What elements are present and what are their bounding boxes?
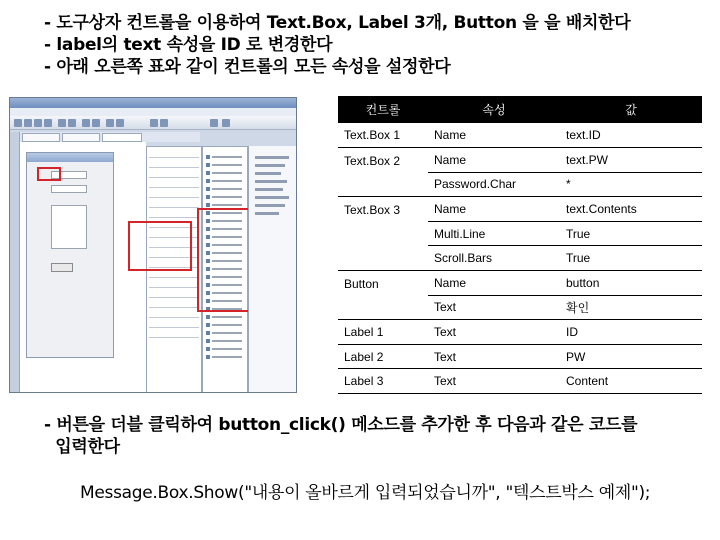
step-line-2: 입력한다 — [44, 437, 120, 457]
header-property: 속성 — [428, 96, 560, 123]
instruction-3: - 아래 오른쪽 표와 같이 컨트롤의 모든 속성을 설정한다 — [44, 57, 451, 77]
cell-control: Text.Box 2 — [338, 148, 428, 197]
instruction-2: - label의 text 속성을 ID 로 변경한다 — [44, 35, 333, 55]
cell-property: Text — [428, 320, 560, 345]
cell-control: Label 2 — [338, 344, 428, 369]
cell-value: True — [560, 221, 702, 246]
table-row — [338, 197, 702, 222]
cell-property: Password.Char — [428, 172, 560, 197]
table-row — [338, 148, 702, 173]
toolbox-strip — [10, 132, 20, 393]
ide-titlebar — [10, 98, 296, 108]
cell-value: text.ID — [560, 123, 702, 148]
form-preview — [26, 152, 114, 358]
cell-value: button — [560, 271, 702, 296]
cell-control: Text.Box 1 — [338, 123, 428, 148]
header-control: 컨트롤 — [338, 96, 428, 123]
table-row — [338, 369, 702, 394]
cell-value: text.PW — [560, 148, 702, 173]
code-snippet: Message.Box.Show("내용이 올바르게 입력되었습니까", "텍스트박스 예제"); — [80, 483, 651, 503]
cell-value: PW — [560, 344, 702, 369]
highlight-label — [37, 167, 61, 181]
form-titlebar — [27, 153, 113, 162]
cell-control: Label 3 — [338, 369, 428, 394]
solution-explorer — [248, 146, 297, 393]
cell-property: Text — [428, 344, 560, 369]
instruction-list — [44, 12, 704, 78]
cell-control: Text.Box 3 — [338, 197, 428, 271]
preview-textbox-2 — [51, 185, 87, 193]
step-instruction — [44, 414, 704, 458]
property-table — [338, 96, 702, 394]
cell-property: Scroll.Bars — [428, 246, 560, 271]
cell-property: Text — [428, 369, 560, 394]
step-line-1: - 버튼을 더블 클릭하여 button_click() 메소드를 추가한 후 다음과 같은 코드를 — [44, 415, 638, 435]
cell-value: True — [560, 246, 702, 271]
cell-property: Name — [428, 123, 560, 148]
document-tabs — [20, 132, 200, 142]
cell-value: ID — [560, 320, 702, 345]
instruction-1: - 도구상자 컨트롤을 이용하여 Text.Box, Label 3개, Button 을 을 배치한다 — [44, 13, 631, 33]
cell-value: 확인 — [560, 295, 702, 320]
cell-value: Content — [560, 369, 702, 394]
header-value: 값 — [560, 96, 702, 123]
cell-property: Multi.Line — [428, 221, 560, 246]
table-row — [338, 123, 702, 148]
table-row — [338, 271, 702, 296]
cell-control: Button — [338, 271, 428, 320]
highlight-textboxes — [128, 221, 192, 271]
cell-property: Name — [428, 271, 560, 296]
ide-toolbar — [10, 116, 296, 130]
cell-control: Label 1 — [338, 320, 428, 345]
cell-property: Name — [428, 148, 560, 173]
preview-button — [51, 263, 73, 272]
ide-screenshot — [9, 97, 297, 393]
table-header-row — [338, 96, 702, 123]
cell-value: text.Contents — [560, 197, 702, 222]
ide-menubar — [10, 108, 296, 116]
cell-property: Text — [428, 295, 560, 320]
preview-textbox-3 — [51, 205, 87, 249]
cell-property: Name — [428, 197, 560, 222]
table-row — [338, 320, 702, 345]
table-row — [338, 344, 702, 369]
cell-value: * — [560, 172, 702, 197]
